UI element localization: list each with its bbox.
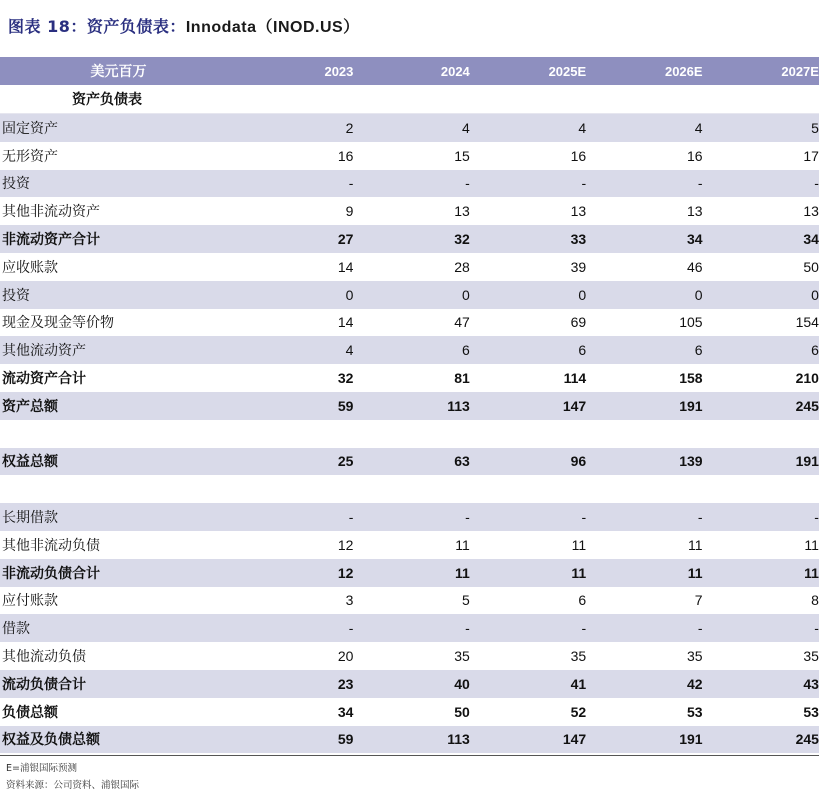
- cell-value: 105: [679, 314, 703, 331]
- cell-value: -: [581, 620, 587, 637]
- table-row: [0, 114, 819, 142]
- cell-value: 15: [454, 147, 470, 164]
- year-header: 2025E: [548, 63, 587, 79]
- cell-value: 16: [570, 147, 587, 164]
- row-label: 现金及现金等价物: [2, 315, 114, 332]
- table-row: [0, 225, 819, 253]
- cell-value: 34: [337, 703, 354, 720]
- cell-value: 12: [337, 564, 354, 581]
- row-label: 权益总额: [2, 454, 58, 471]
- row-label: 长期借款: [2, 510, 58, 527]
- cell-value: 11: [455, 536, 470, 553]
- cell-value: 4: [578, 119, 587, 136]
- cell-value: 14: [337, 258, 354, 275]
- cell-value: 35: [454, 648, 470, 665]
- table-header: [0, 57, 819, 85]
- figure-title-prefix: 图表 18：资产负债表：: [8, 17, 186, 36]
- cell-value: 11: [688, 536, 703, 553]
- cell-value: 43: [803, 675, 819, 692]
- table-row: [0, 309, 819, 337]
- cell-value: 42: [686, 675, 703, 692]
- cell-value: -: [465, 175, 470, 192]
- table-row: [0, 170, 819, 198]
- cell-value: 11: [804, 536, 819, 553]
- table-row: [0, 726, 819, 754]
- cell-value: 147: [562, 731, 587, 748]
- cell-value: 6: [578, 592, 587, 609]
- cell-value: 6: [694, 342, 703, 359]
- row-label: 资产总额: [2, 398, 58, 415]
- cell-value: 2: [345, 119, 354, 136]
- table-row: [0, 670, 819, 698]
- row-label: 流动资产合计: [2, 371, 86, 388]
- cell-value: -: [697, 509, 703, 526]
- cell-value: 13: [686, 203, 703, 220]
- spacer-row: [0, 420, 819, 448]
- cell-value: 32: [454, 231, 470, 248]
- cell-value: 5: [811, 119, 819, 136]
- row-label: 其他非流动资产: [2, 204, 100, 221]
- cell-value: 6: [578, 342, 587, 359]
- cell-value: 0: [461, 286, 470, 303]
- cell-value: 25: [337, 453, 354, 470]
- balance-sheet-table: [0, 57, 819, 753]
- table-row: [0, 336, 819, 364]
- cell-value: 245: [795, 731, 819, 748]
- cell-value: -: [581, 509, 587, 526]
- cell-value: -: [581, 175, 587, 192]
- table-body: [0, 114, 819, 753]
- cell-value: -: [697, 175, 703, 192]
- row-label: 无形资产: [2, 148, 58, 165]
- cell-value: 154: [795, 314, 819, 331]
- cell-value: 50: [803, 258, 819, 275]
- row-label: 应收账款: [2, 259, 58, 276]
- cell-value: 16: [337, 147, 354, 164]
- cell-value: 39: [570, 258, 587, 275]
- table-row: [0, 642, 819, 670]
- year-header: 2023: [324, 63, 354, 79]
- cell-value: 4: [461, 119, 470, 136]
- row-label: 借款: [2, 621, 30, 638]
- cell-value: 158: [679, 370, 703, 387]
- cell-value: -: [465, 509, 470, 526]
- estimate-note: E=浦银国际预测: [6, 763, 77, 774]
- year-header: 2024: [440, 63, 470, 79]
- cell-value: 210: [795, 370, 819, 387]
- cell-value: 11: [687, 564, 703, 581]
- spacer-row: [0, 475, 819, 503]
- table-row: [0, 531, 819, 559]
- section-label: 资产负债表: [0, 85, 819, 114]
- cell-value: 191: [679, 731, 703, 748]
- table-row: [0, 253, 819, 281]
- cell-value: -: [814, 620, 819, 637]
- cell-value: 53: [686, 703, 703, 720]
- cell-value: 35: [570, 648, 587, 665]
- cell-value: -: [348, 620, 354, 637]
- cell-value: 16: [686, 147, 703, 164]
- cell-value: 34: [803, 231, 819, 248]
- figure-title: [8, 14, 360, 37]
- row-label: 非流动负债合计: [2, 565, 100, 582]
- cell-value: 9: [345, 203, 354, 220]
- cell-value: 52: [570, 703, 587, 720]
- cell-value: 59: [337, 397, 354, 414]
- cell-value: 191: [795, 453, 819, 470]
- cell-value: -: [348, 509, 354, 526]
- table-row: [0, 364, 819, 392]
- cell-value: 17: [803, 147, 819, 164]
- row-label: 流动负债合计: [2, 676, 86, 693]
- cell-value: 63: [454, 453, 470, 470]
- row-label: 权益及负债总额: [2, 732, 100, 749]
- cell-value: 47: [454, 314, 470, 331]
- row-label: 其他非流动负债: [2, 537, 100, 554]
- row-label: 负债总额: [2, 704, 58, 721]
- cell-value: 113: [447, 731, 470, 748]
- row-label: 投资: [2, 176, 30, 193]
- figure-title-company: Innodata（INOD.US）: [185, 19, 360, 36]
- cell-value: 11: [804, 564, 819, 581]
- row-label: 其他流动资产: [2, 343, 86, 360]
- cell-value: 0: [694, 286, 703, 303]
- row-label: 其他流动负债: [2, 649, 86, 666]
- row-label: 固定资产: [2, 120, 58, 137]
- cell-value: 20: [337, 648, 354, 665]
- cell-value: 81: [454, 370, 470, 387]
- cell-value: 35: [686, 648, 703, 665]
- cell-value: 245: [795, 397, 819, 414]
- cell-value: 3: [345, 592, 354, 609]
- unit-label: 美元百万: [90, 64, 147, 80]
- cell-value: 96: [570, 453, 587, 470]
- cell-value: 27: [337, 231, 354, 248]
- cell-value: 5: [461, 592, 470, 609]
- cell-value: 114: [563, 370, 587, 387]
- table-row: [0, 197, 819, 225]
- table-row: [0, 559, 819, 587]
- row-label: 非流动资产合计: [2, 232, 100, 249]
- table-row: [0, 392, 819, 420]
- cell-value: 6: [811, 342, 819, 359]
- cell-value: 0: [345, 286, 354, 303]
- cell-value: 113: [447, 397, 470, 414]
- table-row: [0, 142, 819, 170]
- source-note: 资料来源：公司资料、浦银国际: [6, 780, 140, 791]
- cell-value: 13: [803, 203, 819, 220]
- table-row: [0, 614, 819, 642]
- cell-value: 23: [337, 675, 354, 692]
- cell-value: 28: [454, 258, 470, 275]
- cell-value: -: [814, 175, 819, 192]
- cell-value: 41: [570, 675, 587, 692]
- table-row: [0, 698, 819, 726]
- cell-value: 6: [461, 342, 470, 359]
- cell-value: 14: [337, 314, 354, 331]
- cell-value: 32: [337, 370, 354, 387]
- cell-value: 46: [686, 258, 703, 275]
- cell-value: 34: [686, 231, 703, 248]
- cell-value: 33: [570, 231, 587, 248]
- table-row: [0, 448, 819, 476]
- cell-value: 13: [454, 203, 470, 220]
- cell-value: 50: [454, 703, 470, 720]
- cell-value: -: [697, 620, 703, 637]
- cell-value: 12: [337, 536, 354, 553]
- table-row: [0, 503, 819, 531]
- table-row: [0, 587, 819, 615]
- year-header: 2027E: [781, 63, 819, 79]
- cell-value: 191: [679, 397, 703, 414]
- cell-value: 35: [803, 648, 819, 665]
- cell-value: 13: [570, 203, 587, 220]
- cell-value: 4: [694, 119, 703, 136]
- cell-value: 147: [562, 397, 587, 414]
- cell-value: -: [348, 175, 354, 192]
- table-row: [0, 281, 819, 309]
- cell-value: -: [814, 509, 819, 526]
- cell-value: 11: [571, 564, 587, 581]
- footer-divider: [0, 755, 819, 756]
- cell-value: 0: [578, 286, 587, 303]
- cell-value: 11: [454, 564, 470, 581]
- cell-value: 8: [811, 592, 819, 609]
- cell-value: 139: [679, 453, 703, 470]
- cell-value: 4: [345, 342, 354, 359]
- cell-value: 7: [694, 592, 703, 609]
- cell-value: 59: [337, 731, 354, 748]
- cell-value: 11: [571, 536, 587, 553]
- cell-value: 53: [803, 703, 819, 720]
- cell-value: 69: [570, 314, 587, 331]
- row-label: 应付账款: [2, 593, 58, 610]
- cell-value: 0: [811, 286, 819, 303]
- row-label: 投资: [2, 287, 30, 304]
- cell-value: 40: [454, 675, 470, 692]
- cell-value: -: [465, 620, 470, 637]
- year-header: 2026E: [664, 63, 703, 79]
